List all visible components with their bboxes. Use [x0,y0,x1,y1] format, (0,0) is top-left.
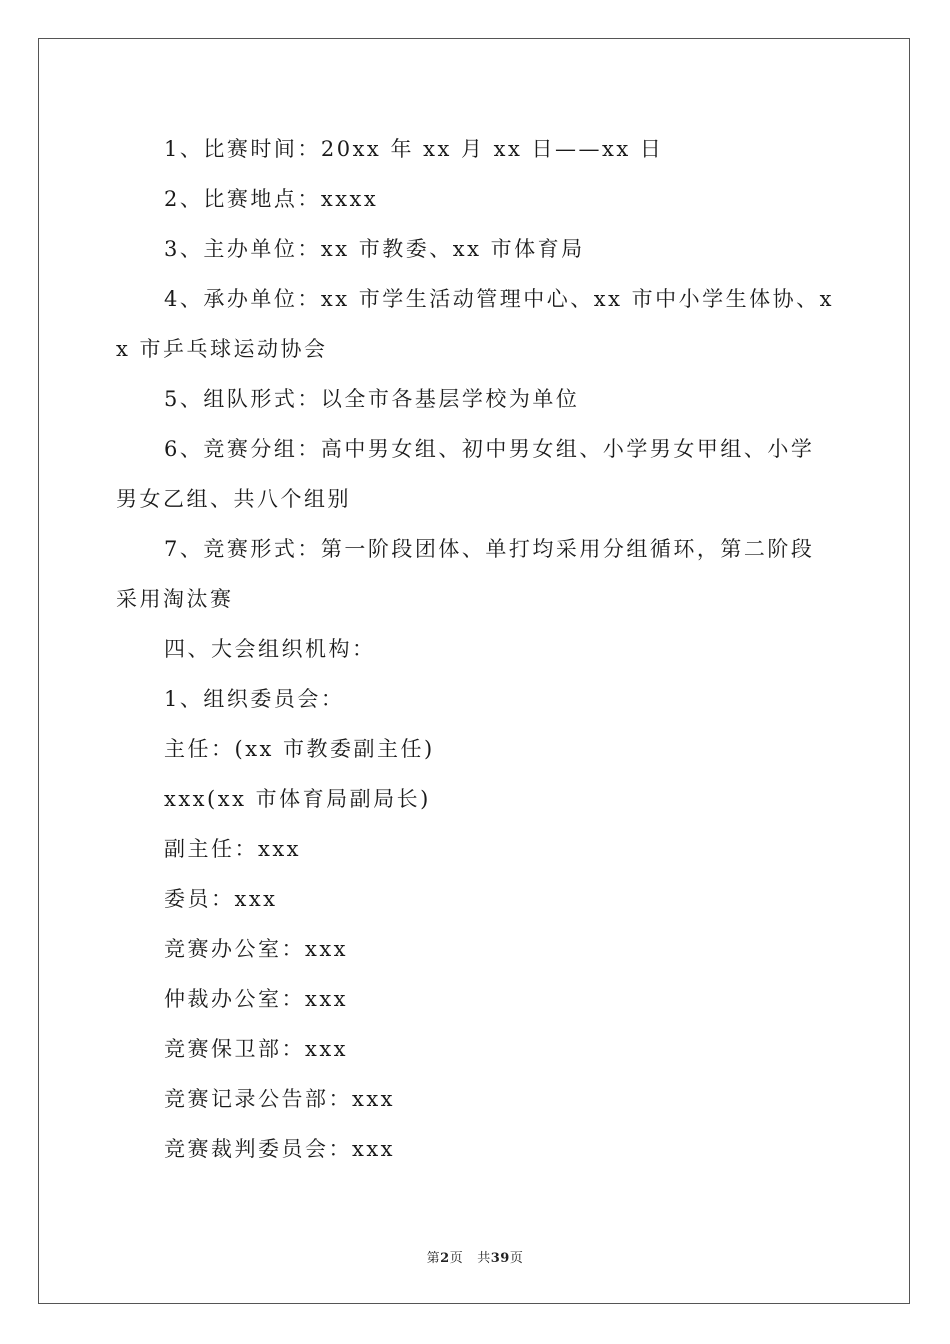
paragraph-co-organizer: 4、承办单位：xx 市学生活动管理中心、xx 市中小学生体协、xx 市乒乓球运动协会 [116,287,834,361]
paragraph-records-dept: 竞赛记录公告部：xxx [164,1087,396,1111]
section-heading-organization: 四、大会组织机构： [164,637,376,661]
total-pages: 39 [490,1251,510,1266]
paragraph-director: 主任：(xx 市教委副主任) [164,737,435,761]
paragraph-organizer: 3、主办单位：xx 市教委、xx 市体育局 [164,237,585,261]
page-prefix: 第 [426,1251,441,1266]
paragraph-match-time: 1、比赛时间：20xx 年 xx 月 xx 日——xx 日 [164,137,664,161]
paragraph-arbitration-office: 仲裁办公室：xxx [164,987,349,1011]
page-number: 2 [440,1251,450,1266]
paragraph-security-dept: 竞赛保卫部：xxx [164,1037,349,1061]
page-footer [0,1247,950,1266]
page-suffix: 页 [449,1251,464,1266]
total-suffix: 页 [509,1251,524,1266]
total-prefix: 共 [477,1251,491,1266]
paragraph-team-form: 5、组队形式：以全市各基层学校为单位 [164,387,580,411]
paragraph-match-venue: 2、比赛地点：xxxx [164,187,379,211]
paragraph-referee-committee: 竞赛裁判委员会：xxx [164,1137,396,1161]
paragraph-vice-director: 副主任：xxx [164,837,302,861]
paragraph-competition-office: 竞赛办公室：xxx [164,937,349,961]
paragraph-committee: 1、组织委员会： [164,687,345,711]
paragraph-members: 委员：xxx [164,887,278,911]
paragraph-groups: 6、竞赛分组：高中男女组、初中男女组、小学男女甲组、小学男女乙组、共八个组别 [116,437,815,511]
paragraph-deputy-bureau: xxx(xx 市体育局副局长) [164,787,431,811]
paragraph-format: 7、竞赛形式：第一阶段团体、单打均采用分组循环，第二阶段采用淘汰赛 [116,537,815,611]
document-body [116,124,836,1174]
